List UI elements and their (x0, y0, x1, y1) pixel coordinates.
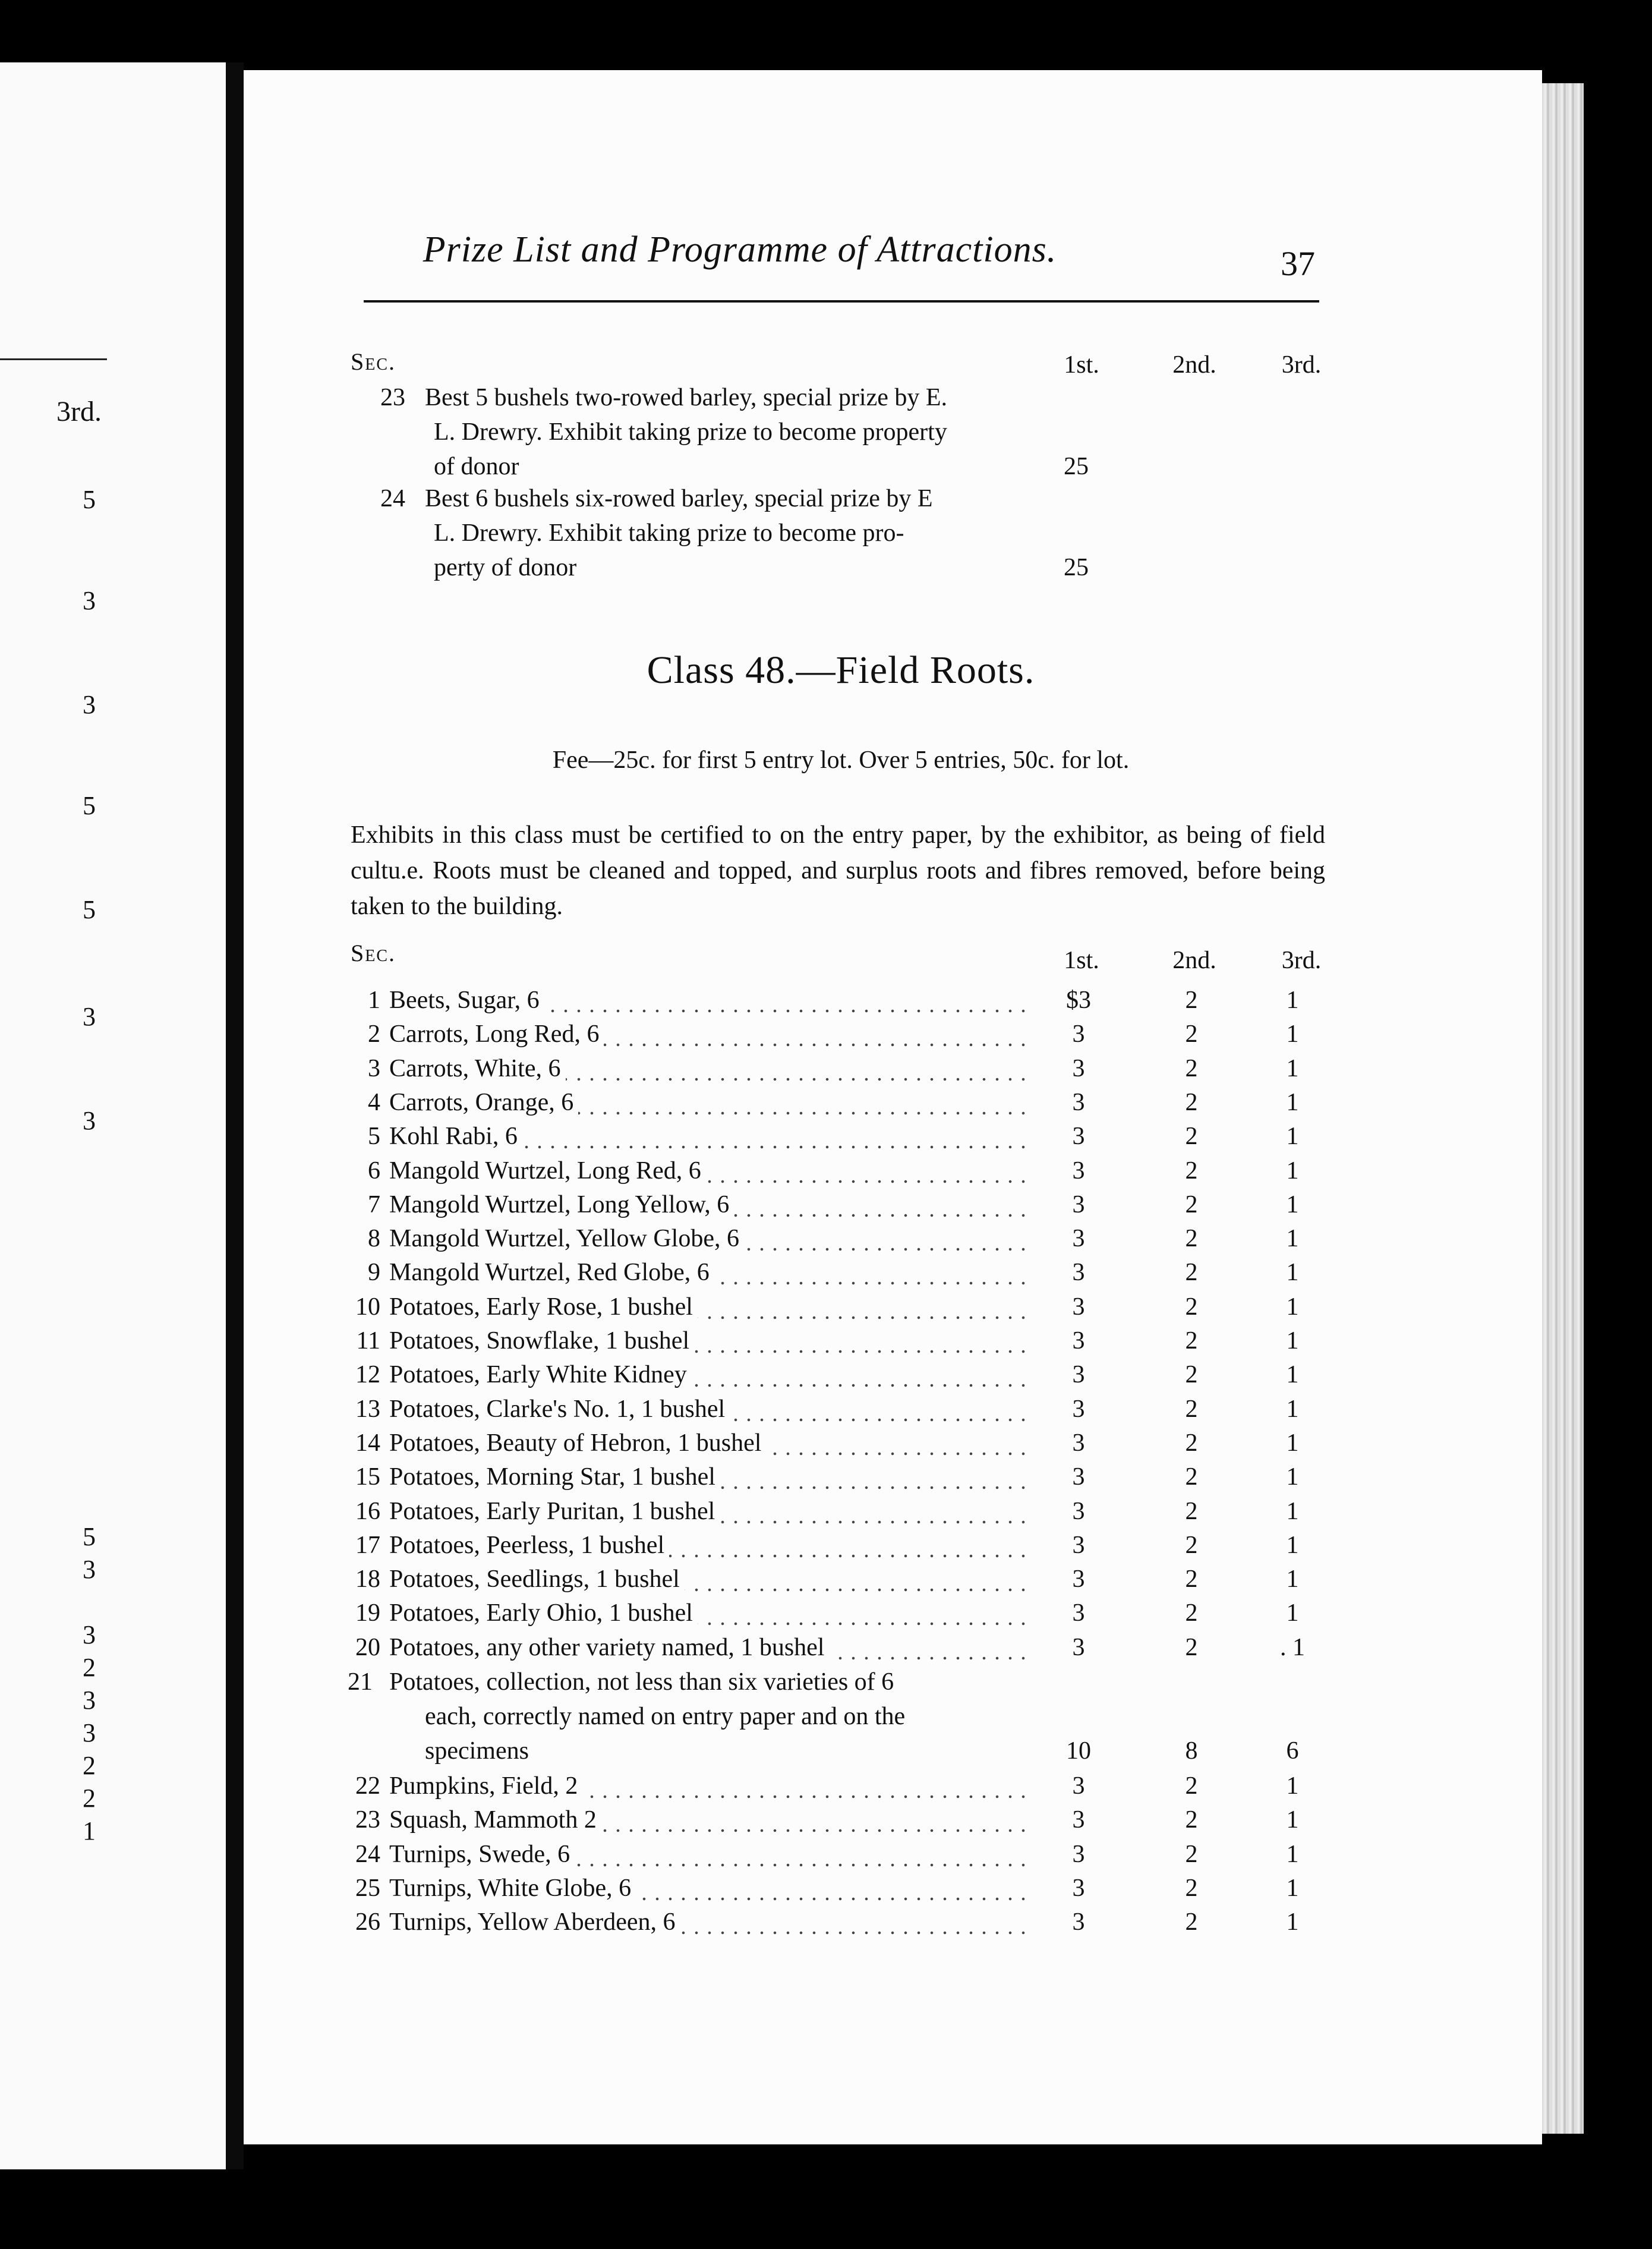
third-prize-value: 1 (1286, 1566, 1299, 1593)
second-prize-value: 2 (1185, 1531, 1198, 1559)
first-prize-value: 10 (1066, 1737, 1091, 1765)
third-prize-value: 6 (1286, 1737, 1299, 1765)
first-prize-value: 3 (1072, 1531, 1085, 1559)
entry-description-line: L. Drewry. Exhibit taking prize to become property (434, 418, 947, 446)
table-row (0, 1222, 1652, 1255)
entry-label-text: Potatoes, Early Ohio, 1 bushel (389, 1599, 698, 1627)
first-prize-value: 3 (1072, 1190, 1085, 1218)
entry-label (389, 1803, 1031, 1837)
section-number: 7 (368, 1190, 380, 1218)
section-number: 26 (355, 1908, 380, 1936)
entry-label (389, 1872, 1031, 1905)
entry-label-text: Potatoes, Early White Kidney (389, 1361, 692, 1388)
entry-label (389, 1018, 1031, 1051)
left-page-value: 3 (83, 1106, 96, 1135)
second-prize-value: 2 (1185, 1157, 1198, 1185)
table-row (0, 984, 1652, 1017)
entry-label (389, 1838, 1031, 1871)
second-prize-value: 2 (1185, 1293, 1198, 1321)
left-page-heading: 3rd. (56, 396, 102, 427)
section-number: 4 (368, 1088, 380, 1116)
section-number: 24 (380, 485, 405, 512)
third-prize-value: 1 (1286, 1463, 1299, 1491)
third-prize-value: 1 (1286, 1088, 1299, 1116)
section-number: 25 (355, 1874, 380, 1902)
table-row (0, 1529, 1652, 1562)
second-prize-value: 8 (1185, 1737, 1198, 1765)
section-number: 23 (380, 384, 405, 411)
first-prize-value: 25 (1064, 453, 1089, 480)
left-page-rule (0, 358, 107, 360)
first-prize-value: 3 (1072, 1497, 1085, 1525)
first-prize-value: 3 (1072, 1806, 1085, 1834)
third-prize-value: 1 (1286, 1429, 1299, 1457)
section-number: 5 (368, 1123, 380, 1151)
entry-label (389, 1086, 1031, 1119)
second-prize-header: 2nd. (1172, 351, 1216, 379)
sec-column-header: Sec. (351, 348, 396, 375)
table-row (0, 1324, 1652, 1357)
third-prize-value: 1 (1286, 1190, 1299, 1218)
section-number: 15 (355, 1463, 380, 1491)
entry-label-text: Carrots, Long Red, 6 (389, 1020, 604, 1048)
second-prize-value: 2 (1185, 1327, 1198, 1355)
first-prize-value: 3 (1072, 1054, 1085, 1082)
entry-description-line: Potatoes, collection, not less than six varieties of 6 (389, 1668, 894, 1696)
left-page-value: 3 (83, 1555, 96, 1584)
entry-label (389, 1529, 1031, 1562)
entry-description-line: each, correctly named on entry paper and on the (425, 1703, 906, 1730)
table-row (0, 1358, 1652, 1391)
left-page-value: 3 (83, 690, 96, 719)
entry-label (389, 1052, 1031, 1085)
table-row (0, 1018, 1652, 1051)
entry-label-text: Potatoes, Snowflake, 1 bushel (389, 1327, 694, 1355)
second-prize-value: 2 (1185, 1259, 1198, 1287)
entry-label-text: Pumpkins, Field, 2 (389, 1772, 582, 1800)
table-row (0, 1872, 1652, 1905)
first-prize-value: 3 (1072, 1599, 1085, 1627)
entry-label (389, 1154, 1031, 1188)
table-row (0, 1905, 1652, 1939)
entry-label-text: Potatoes, Peerless, 1 bushel (389, 1532, 669, 1559)
entry-label-text: Kohl Rabi, 6 (389, 1123, 522, 1150)
first-prize-value: 3 (1072, 1772, 1085, 1800)
second-prize-value: 2 (1185, 1908, 1198, 1936)
second-prize-value: 2 (1185, 1874, 1198, 1902)
left-page-value: 3 (83, 1002, 96, 1031)
left-page-value: 3 (83, 1686, 96, 1715)
running-title: Prize List and Programme of Attractions. (423, 229, 1057, 270)
left-page-value: 2 (83, 1784, 96, 1813)
first-prize-value: 3 (1072, 1840, 1085, 1868)
entry-label-text: Mangold Wurtzel, Yellow Globe, 6 (389, 1225, 744, 1252)
entry-label-text: Potatoes, Clarke's No. 1, 1 bushel (389, 1396, 730, 1423)
table-row (0, 1393, 1652, 1426)
third-prize-value: 1 (1286, 1840, 1299, 1868)
entry-label-text: Beets, Sugar, 6 (389, 987, 544, 1014)
section-number: 8 (368, 1225, 380, 1253)
second-prize-value: 2 (1185, 1566, 1198, 1593)
first-prize-value: 3 (1072, 1088, 1085, 1116)
table-row (0, 1803, 1652, 1837)
entry-label (389, 1188, 1031, 1221)
left-page-value: 3 (83, 1718, 96, 1747)
entry-label (389, 1563, 1031, 1596)
third-prize-value: 1 (1286, 1157, 1299, 1185)
first-prize-value: 3 (1072, 1429, 1085, 1457)
table-row (0, 1052, 1652, 1085)
section-number: 20 (355, 1633, 380, 1661)
third-prize-value: 1 (1286, 1225, 1299, 1253)
section-number: 1 (368, 987, 380, 1014)
section-number: 16 (355, 1497, 380, 1525)
section-number: 19 (355, 1599, 380, 1627)
third-prize-value: 1 (1286, 1020, 1299, 1048)
section-number: 10 (355, 1293, 380, 1321)
entry-description-line: of donor (434, 453, 519, 480)
second-prize-value: 2 (1185, 1190, 1198, 1218)
second-prize-value: 2 (1185, 1772, 1198, 1800)
entry-label (389, 1358, 1031, 1391)
first-prize-value: 3 (1072, 1259, 1085, 1287)
table-row (0, 1631, 1652, 1664)
first-prize-value: 3 (1072, 1293, 1085, 1321)
third-prize-value: 1 (1286, 1908, 1299, 1936)
entry-label (389, 1324, 1031, 1357)
third-prize-value: 1 (1286, 1054, 1299, 1082)
entry-label-text: Mangold Wurtzel, Long Yellow, 6 (389, 1191, 734, 1218)
second-prize-value: 2 (1185, 1633, 1198, 1661)
first-prize-value: 3 (1072, 1020, 1085, 1048)
table-row (0, 1256, 1652, 1289)
entry-label-text: Potatoes, any other variety named, 1 bushel (389, 1634, 829, 1661)
second-prize-value: 2 (1185, 1806, 1198, 1834)
left-page-value: 5 (83, 1522, 96, 1551)
section-number: 11 (356, 1327, 380, 1355)
entry-label-text: Carrots, White, 6 (389, 1055, 566, 1082)
section-number: 21 (348, 1668, 373, 1696)
left-page-value: 3 (83, 586, 96, 615)
third-prize-value: . 1 (1280, 1633, 1305, 1661)
second-prize-value: 2 (1185, 1054, 1198, 1082)
section-number: 17 (355, 1531, 380, 1559)
entry-label (389, 1495, 1031, 1528)
entry-label (389, 1120, 1031, 1153)
first-prize-header: 1st. (1064, 947, 1099, 974)
table-row (0, 1495, 1652, 1528)
table-row (0, 1769, 1652, 1803)
left-page-value: 2 (83, 1751, 96, 1780)
entry-label-text: Squash, Mammoth 2 (389, 1806, 601, 1834)
second-prize-value: 2 (1185, 1395, 1198, 1423)
third-prize-value: 1 (1286, 1395, 1299, 1423)
entry-label (389, 1769, 1031, 1803)
table-row (0, 1563, 1652, 1596)
entry-label-text: Mangold Wurtzel, Long Red, 6 (389, 1157, 706, 1185)
second-prize-value: 2 (1185, 1225, 1198, 1253)
third-prize-value: 1 (1286, 1497, 1299, 1525)
entry-label-text: Potatoes, Seedlings, 1 bushel (389, 1566, 685, 1593)
first-prize-value: 3 (1072, 1327, 1085, 1355)
entry-label (389, 1256, 1031, 1289)
first-prize-value: 3 (1072, 1225, 1085, 1253)
page-number: 37 (1281, 244, 1315, 283)
first-prize-value: 3 (1072, 1361, 1085, 1389)
class-title: Class 48.—Field Roots. (647, 648, 1035, 692)
sec-column-header: Sec. (351, 940, 396, 966)
entry-label-text: Potatoes, Early Rose, 1 bushel (389, 1293, 698, 1321)
class-intro: Exhibits in this class must be certified to on the entry paper, by the exhibitor, as being of field cultu.e. Roots must be cleaned and topped, and surplus roots and fibres removed, before being taken to the building. (351, 821, 1325, 920)
entry-label (389, 1222, 1031, 1255)
entry-description-line: Best 5 bushels two-rowed barley, special prize by E. (425, 384, 948, 411)
second-prize-value: 2 (1185, 1020, 1198, 1048)
second-prize-value: 2 (1185, 1463, 1198, 1491)
second-prize-value: 2 (1185, 1123, 1198, 1151)
third-prize-value: 1 (1286, 1772, 1299, 1800)
table-row (0, 1120, 1652, 1153)
entry-label-text: Potatoes, Early Puritan, 1 bushel (389, 1498, 720, 1525)
section-number: 13 (355, 1395, 380, 1423)
second-prize-value: 2 (1185, 1361, 1198, 1389)
first-prize-value: $3 (1066, 987, 1091, 1014)
entry-description-line: Best 6 bushels six-rowed barley, special prize by E (425, 485, 933, 512)
entry-label-text: Turnips, Yellow Aberdeen, 6 (389, 1908, 680, 1936)
third-prize-value: 1 (1286, 1531, 1299, 1559)
second-prize-value: 2 (1185, 1599, 1198, 1627)
section-number: 23 (355, 1806, 380, 1834)
first-prize-header: 1st. (1064, 351, 1099, 379)
section-number: 6 (368, 1157, 380, 1185)
table-row (0, 1154, 1652, 1188)
entry-description-line: perty of donor (434, 554, 577, 581)
first-prize-value: 3 (1072, 1566, 1085, 1593)
left-page-value: 2 (83, 1653, 96, 1682)
table-row (0, 1596, 1652, 1630)
entry-label-text: Mangold Wurtzel, Red Globe, 6 (389, 1259, 714, 1286)
third-prize-value: 1 (1286, 1327, 1299, 1355)
entry-label (389, 1460, 1031, 1494)
second-prize-header: 2nd. (1172, 947, 1216, 974)
third-prize-value: 1 (1286, 1293, 1299, 1321)
first-prize-value: 3 (1072, 1633, 1085, 1661)
first-prize-value: 3 (1072, 1463, 1085, 1491)
entry-description-line: L. Drewry. Exhibit taking prize to become pro- (434, 519, 904, 547)
entry-label-text: Carrots, Orange, 6 (389, 1089, 578, 1116)
entry-label (389, 1596, 1031, 1630)
third-prize-value: 1 (1286, 1123, 1299, 1151)
entry-label (389, 984, 1031, 1017)
section-number: 22 (355, 1772, 380, 1800)
entry-label (389, 1631, 1031, 1664)
section-number: 12 (355, 1361, 380, 1389)
left-page-value: 5 (83, 791, 96, 820)
first-prize-value: 3 (1072, 1123, 1085, 1151)
section-number: 3 (368, 1054, 380, 1082)
left-page-value: 3 (83, 1620, 96, 1649)
entry-label (389, 1426, 1031, 1460)
table-row (0, 1086, 1652, 1119)
table-row (0, 1838, 1652, 1871)
third-prize-value: 1 (1286, 1599, 1299, 1627)
section-number: 14 (355, 1429, 380, 1457)
first-prize-value: 25 (1064, 554, 1089, 581)
first-prize-value: 3 (1072, 1157, 1085, 1185)
entry-label-text: Potatoes, Beauty of Hebron, 1 bushel (389, 1429, 766, 1457)
entry-label-text: Turnips, Swede, 6 (389, 1841, 575, 1868)
section-number: 2 (368, 1020, 380, 1048)
second-prize-value: 2 (1185, 1429, 1198, 1457)
third-prize-header: 3rd. (1281, 947, 1322, 974)
third-prize-header: 3rd. (1281, 351, 1322, 379)
class-fee: Fee—25c. for first 5 entry lot. Over 5 entries, 50c. for lot. (552, 746, 1130, 774)
table-row (0, 1188, 1652, 1221)
third-prize-value: 1 (1286, 987, 1299, 1014)
second-prize-value: 2 (1185, 1497, 1198, 1525)
third-prize-value: 1 (1286, 1259, 1299, 1287)
entry-label (389, 1905, 1031, 1939)
first-prize-value: 3 (1072, 1874, 1085, 1902)
table-row (0, 1426, 1652, 1460)
left-page-value: 5 (83, 485, 96, 514)
section-number: 9 (368, 1259, 380, 1287)
left-page-value: 1 (83, 1816, 96, 1845)
entry-label (389, 1290, 1031, 1324)
entry-label-text: Potatoes, Morning Star, 1 bushel (389, 1463, 720, 1491)
left-page-value: 5 (83, 895, 96, 924)
table-row (0, 1460, 1652, 1494)
third-prize-value: 1 (1286, 1874, 1299, 1902)
first-prize-value: 3 (1072, 1908, 1085, 1936)
table-row (0, 1290, 1652, 1324)
section-number: 24 (355, 1840, 380, 1868)
second-prize-value: 2 (1185, 1840, 1198, 1868)
entry-description-line: specimens (425, 1737, 529, 1765)
header-rule (364, 300, 1319, 303)
third-prize-value: 1 (1286, 1806, 1299, 1834)
entry-label (389, 1393, 1031, 1426)
second-prize-value: 2 (1185, 1088, 1198, 1116)
first-prize-value: 3 (1072, 1395, 1085, 1423)
second-prize-value: 2 (1185, 987, 1198, 1014)
section-number: 18 (355, 1566, 380, 1593)
third-prize-value: 1 (1286, 1361, 1299, 1389)
entry-label-text: Turnips, White Globe, 6 (389, 1875, 636, 1902)
